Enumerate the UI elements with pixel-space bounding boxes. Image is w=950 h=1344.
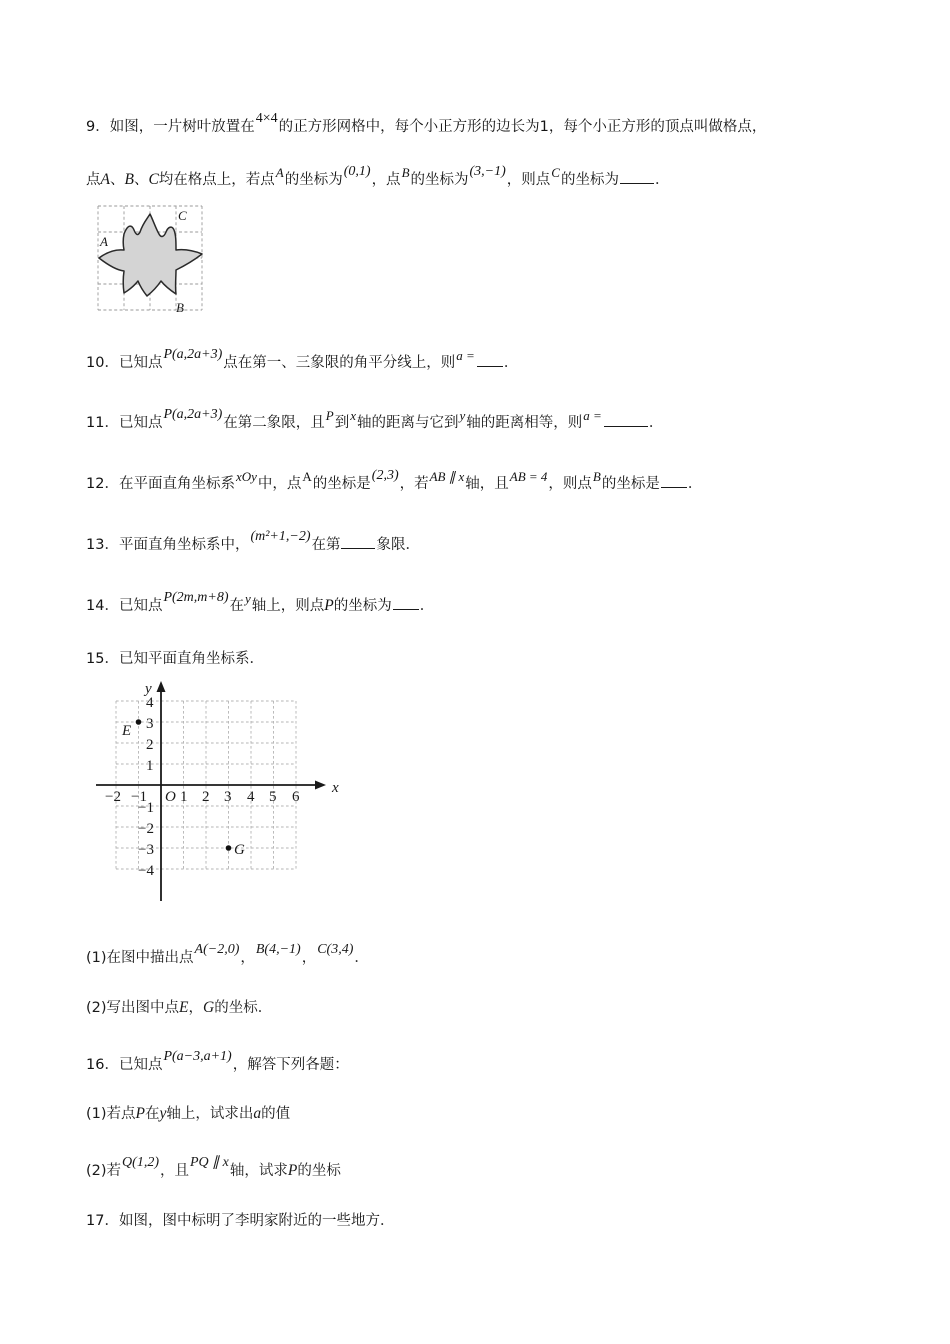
origin-label: O bbox=[165, 789, 176, 805]
figure-coordinate-plane bbox=[96, 679, 346, 909]
q11-number: 11． bbox=[86, 415, 119, 432]
q12-number: 12． bbox=[86, 476, 119, 492]
q10-text-b: 点在第一、三象限的角平分线上，则 bbox=[223, 354, 456, 371]
q11-text-a: 已知点 bbox=[118, 415, 163, 432]
q16-p2-text-a: 若 bbox=[106, 1163, 122, 1179]
x-tick--1: −1 bbox=[131, 789, 147, 805]
q15-number: 15． bbox=[86, 651, 119, 668]
leaf-label-A: A bbox=[100, 233, 108, 249]
q16-number: 16． bbox=[86, 1056, 119, 1073]
q12-text-h: ． bbox=[687, 476, 703, 492]
q16-p2-text-d: 的坐标 bbox=[297, 1163, 341, 1179]
leaf-grid-svg bbox=[94, 202, 210, 318]
worksheet-content bbox=[86, 108, 876, 1263]
q16-p1-label: (1) bbox=[86, 1106, 107, 1123]
y-tick-2: 2 bbox=[146, 737, 154, 753]
q12-text-f: ，则点 bbox=[548, 476, 592, 492]
q9-sup-A: A bbox=[275, 164, 284, 180]
q13-text-a: 平面直角坐标系中， bbox=[118, 536, 250, 553]
q9-point-A: A bbox=[100, 170, 110, 188]
q14-text-c: 轴上，则点 bbox=[251, 597, 325, 614]
q11-math-y: y bbox=[459, 408, 466, 424]
q14-text-a: 已知点 bbox=[118, 597, 163, 614]
y-tick-4: 4 bbox=[146, 695, 154, 711]
x-tick--2: −2 bbox=[105, 789, 121, 805]
q9-l2-d: 均在格点上，若点 bbox=[158, 171, 275, 188]
q10-number: 10． bbox=[86, 354, 119, 371]
q15-subpart-1 bbox=[86, 939, 876, 970]
q16-p2-text-c: 轴，试求 bbox=[229, 1163, 288, 1179]
q16-p1-text-a: 若点 bbox=[106, 1106, 136, 1123]
y-tick--1: −1 bbox=[138, 800, 154, 816]
q17-number: 17． bbox=[86, 1212, 119, 1229]
y-tick--3: −3 bbox=[138, 842, 154, 858]
y-tick-1: 1 bbox=[146, 758, 154, 774]
q13-text-b: 在第 bbox=[311, 536, 341, 553]
q16-p2-label: (2) bbox=[86, 1163, 107, 1179]
q17-text-a: 如图，图中标明了李明家附近的一些地方． bbox=[118, 1212, 395, 1229]
q16-p1-text-d: 的值 bbox=[261, 1106, 291, 1123]
q15-p1-math-C: C(3,4) bbox=[317, 942, 354, 957]
x-tick-6: 6 bbox=[292, 789, 300, 805]
q11-math-a: a = bbox=[583, 408, 602, 424]
q9-coord-B: (3,−1) bbox=[469, 163, 506, 179]
q14-number: 14． bbox=[86, 597, 119, 614]
q12-math-AB4: AB = 4 bbox=[509, 469, 548, 484]
question-10 bbox=[86, 344, 876, 375]
leaf-label-C: C bbox=[178, 207, 187, 223]
q15-p1-label: (1) bbox=[86, 950, 107, 966]
q9-l2-c: 、 bbox=[133, 171, 149, 188]
y-tick--2: −2 bbox=[138, 821, 154, 837]
x-tick-2: 2 bbox=[202, 789, 210, 805]
y-axis-label: y bbox=[145, 681, 152, 697]
q12-text-b: 中，点 bbox=[257, 476, 302, 492]
q9-l2-f: ，点 bbox=[371, 171, 401, 188]
question-16 bbox=[86, 1046, 876, 1077]
x-tick-5: 5 bbox=[269, 789, 277, 805]
x-tick-3: 3 bbox=[224, 789, 232, 805]
q14-text-b: 在 bbox=[229, 597, 244, 614]
q12-math-B: B bbox=[592, 469, 601, 484]
question-17 bbox=[86, 1209, 876, 1233]
q11-text-c: 到 bbox=[334, 415, 350, 432]
q15-subpart-2 bbox=[86, 996, 876, 1020]
q9-text-b: 的正方形网格中，每个小正方形的边长为1，每个小正方形的顶点叫做格点， bbox=[278, 119, 767, 135]
q11-text-d: 轴的距离与它到 bbox=[357, 415, 459, 432]
q16-p1-math-y: y bbox=[159, 1105, 167, 1123]
q14-text-d: 的坐标为 bbox=[333, 597, 392, 614]
q12-text-a: 在平面直角坐标系 bbox=[118, 476, 235, 492]
q15-p1-sep-b: ， bbox=[301, 950, 317, 966]
q13-answer-blank[interactable] bbox=[341, 535, 375, 549]
figure-leaf-grid bbox=[94, 202, 210, 318]
q12-text-c: 的坐标是 bbox=[312, 476, 371, 492]
q9-sup-B: B bbox=[401, 164, 410, 180]
question-15 bbox=[86, 647, 876, 671]
q13-text-c: 象限． bbox=[376, 536, 420, 553]
q14-math-P2: P bbox=[324, 596, 334, 614]
y-tick--4: −4 bbox=[138, 863, 154, 879]
q9-point-B: B bbox=[124, 170, 134, 188]
point-E-dot bbox=[136, 719, 142, 725]
q9-l2-g: 的坐标为 bbox=[410, 171, 469, 188]
q9-answer-blank[interactable] bbox=[620, 170, 654, 184]
q12-math-A: A bbox=[302, 469, 312, 484]
question-14 bbox=[86, 587, 876, 618]
q16-text-b: ，解答下列各题： bbox=[232, 1056, 349, 1073]
q15-p1-text-b: ． bbox=[354, 950, 369, 966]
q12-text-e: 轴，且 bbox=[465, 476, 509, 492]
q15-p2-math-G: G bbox=[203, 998, 215, 1016]
q13-math-point: (m²+1,−2) bbox=[250, 528, 311, 544]
q16-subpart-1 bbox=[86, 1102, 876, 1126]
q12-math-xOy: xOy bbox=[235, 469, 257, 484]
point-E-label: E bbox=[122, 723, 132, 739]
q11-math-P: P(a,2a+3) bbox=[163, 407, 223, 423]
q10-math-P: P(a,2a+3) bbox=[163, 346, 223, 362]
q15-p1-sep-a: ， bbox=[240, 950, 255, 966]
q11-answer-blank[interactable] bbox=[604, 413, 648, 427]
q9-l2-b: 、 bbox=[109, 171, 125, 188]
x-tick-4: 4 bbox=[247, 789, 255, 805]
q15-p1-math-B: B(4,−1) bbox=[255, 942, 301, 957]
coordinate-plane-svg bbox=[96, 679, 346, 909]
q15-p1-text-a: 在图中描出点 bbox=[106, 950, 194, 966]
q14-math-y: y bbox=[245, 590, 251, 606]
y-axis-arrow bbox=[157, 681, 166, 692]
q14-answer-blank[interactable] bbox=[393, 595, 419, 609]
q9-sup-C: C bbox=[551, 164, 560, 180]
q10-text-c: ． bbox=[503, 354, 519, 371]
q16-subpart-2 bbox=[86, 1152, 876, 1183]
q15-p2-label: (2) bbox=[86, 999, 107, 1016]
question-9-line2 bbox=[86, 161, 876, 192]
point-G-dot bbox=[226, 845, 232, 851]
q16-math-P: P(a−3,a+1) bbox=[163, 1048, 232, 1064]
q12-text-d: ，若 bbox=[399, 476, 429, 492]
q11-text-b: 在第二象限，且 bbox=[223, 415, 325, 432]
q16-p2-math-PQ: PQ ∥ x bbox=[189, 1155, 229, 1170]
y-tick-3: 3 bbox=[146, 716, 154, 732]
q10-math-a: a = bbox=[456, 347, 475, 363]
q11-text-f: ． bbox=[648, 415, 664, 432]
q16-p1-text-c: 轴上，试求出 bbox=[166, 1106, 254, 1123]
question-12 bbox=[86, 465, 876, 496]
q12-answer-blank[interactable] bbox=[661, 474, 687, 488]
q9-l2-j: ． bbox=[654, 171, 670, 188]
q11-math-x: x bbox=[350, 408, 357, 424]
q16-p1-math-a: a bbox=[253, 1105, 262, 1123]
question-11 bbox=[86, 404, 876, 435]
q12-math-ABx: AB ∥ x bbox=[429, 469, 465, 484]
q16-p2-math-Q: Q(1,2) bbox=[122, 1155, 159, 1170]
q11-math-P2: P bbox=[325, 408, 334, 424]
leaf-label-B: B bbox=[176, 299, 184, 315]
x-axis-arrow bbox=[315, 781, 326, 790]
q9-l2-e: 的坐标为 bbox=[284, 171, 343, 188]
q15-text-a: 已知平面直角坐标系． bbox=[118, 651, 264, 668]
q16-text-a: 已知点 bbox=[118, 1056, 163, 1073]
q9-math-4x4: 4×4 bbox=[255, 111, 278, 126]
q16-p2-math-P: P bbox=[287, 1162, 298, 1179]
q9-l2-i: 的坐标为 bbox=[560, 171, 619, 188]
q15-p2-math-E: E bbox=[179, 998, 189, 1016]
point-G-label: G bbox=[234, 842, 245, 858]
q9-l2-a: 点 bbox=[86, 171, 101, 188]
q15-p2-sep: ， bbox=[188, 999, 204, 1016]
question-13 bbox=[86, 526, 876, 557]
q10-answer-blank[interactable] bbox=[477, 352, 503, 366]
q15-p2-text-b: 的坐标． bbox=[214, 999, 273, 1016]
q16-p2-text-b: ，且 bbox=[159, 1163, 189, 1179]
q9-text-a: 如图，一片树叶放置在 bbox=[109, 119, 255, 135]
q16-p1-text-b: 在 bbox=[145, 1106, 160, 1123]
x-tick-labels bbox=[105, 789, 300, 805]
q9-point-C: C bbox=[148, 170, 159, 188]
question-9 bbox=[86, 108, 876, 139]
q9-l2-h: ，则点 bbox=[506, 171, 551, 188]
x-axis-label: x bbox=[332, 780, 339, 796]
q14-math-P: P(2m,m+8) bbox=[163, 589, 229, 605]
x-tick-1: 1 bbox=[180, 789, 188, 805]
q16-p1-math-P: P bbox=[135, 1105, 146, 1123]
q12-text-g: 的坐标是 bbox=[601, 476, 660, 492]
q15-p1-math-A: A(−2,0) bbox=[194, 942, 240, 957]
q10-text-a: 已知点 bbox=[118, 354, 163, 371]
q11-text-e: 轴的距离相等，则 bbox=[466, 415, 583, 432]
q13-number: 13． bbox=[86, 536, 119, 553]
q14-text-e: ． bbox=[419, 597, 435, 614]
q9-number: 9． bbox=[86, 119, 110, 135]
q12-coord-A: (2,3) bbox=[371, 468, 399, 483]
q9-coord-A: (0,1) bbox=[343, 163, 371, 179]
q15-p2-text-a: 写出图中点 bbox=[106, 999, 180, 1016]
